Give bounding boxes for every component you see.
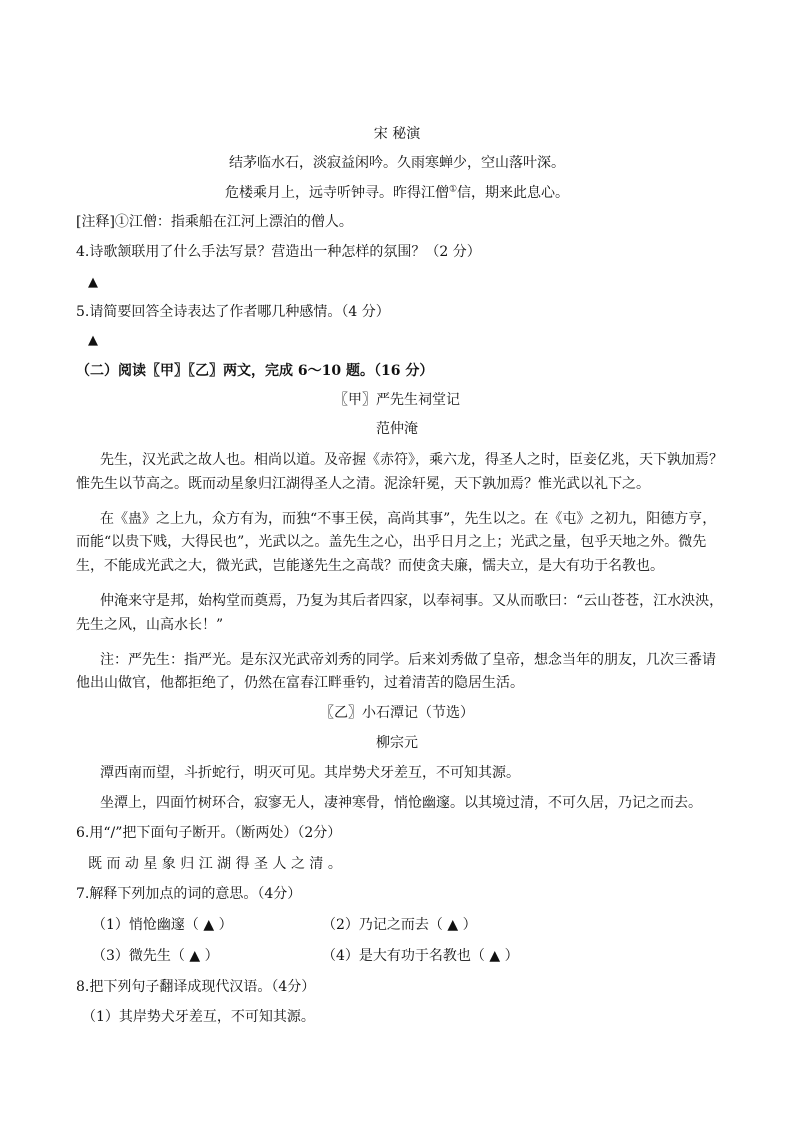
passage-jia-note-line1: 注：严先生：指严光。是东汉光武帝刘秀的同学。后来刘秀做了皇帝，想念当年的朋友，几次三番请 (100, 652, 716, 668)
passage-yi-p2: 坐潭上，四面竹树环合，寂寥无人，凄神寒骨，悄怆幽邃。以其境过清，不可久居，乃记之而去。 (100, 795, 702, 811)
question-7-item-4: （4）是大有功于名教也（ ▲ ） (322, 948, 519, 964)
question-6: 6.用“/”把下面句子断开。（断两处）（2分） (76, 825, 342, 841)
poem-line-1: 结茅临水石，淡寂益闲吟。久雨寒蝉少，空山落叶深。 (229, 155, 565, 171)
poem-author: 宋 秘演 (373, 126, 421, 142)
question-4: 4.诗歌颔联用了什么手法写景？营造出一种怎样的氛围？（2 分） (76, 244, 481, 260)
passage-jia-note-line2: 他出山做官，他都拒绝了，仍然在富春江畔垂钓，过着清苦的隐居生活。 (76, 675, 524, 691)
question-6-sentence: 既 而 动 星 象 归 江 湖 得 圣 人 之 清 。 (88, 856, 342, 872)
answer-mark-4: ▲ (88, 275, 98, 290)
passage-jia-p1-line2: 惟先生以节高之。既而动星象归江湖得圣人之清。泥涂轩冕，天下孰加焉？惟光武以礼下之。 (76, 476, 650, 492)
question-8-item-1: （1）其岸势犬牙差互，不可知其源。 (82, 1009, 315, 1025)
passage-jia-title: 〖甲〗严先生祠堂记 (334, 392, 460, 408)
answer-mark-5: ▲ (88, 333, 98, 348)
question-7-item-1: （1）悄怆幽邃（ ▲ ） (92, 917, 233, 933)
poem-line-2-part-a: 危楼乘月上，远寺听钟寻。昨得江僧 (224, 185, 449, 201)
passage-jia-p2-line3: 生，不能成光武之大，微光武，岂能遂先生之高哉？而使贪夫廉，懦夫立，是大有功于名教也。 (76, 558, 664, 574)
passage-jia-p3-line1: 仲淹来守是邦，始构堂而奠焉，乃复为其后者四家，以奉祠事。又从而歌曰：“云山苍苍，江水泱泱， (100, 593, 724, 609)
passage-jia-p3-line2: 先生之风，山高水长！” (76, 617, 224, 633)
question-7-item-2: （2）乃记之而去（ ▲ ） (322, 917, 477, 933)
passage-yi-p1: 潭西南而望，斗折蛇行，明灭可见。其岸势犬牙差互，不可知其源。 (100, 765, 520, 781)
poem-line-2-part-b: 信，期来此息心。 (457, 185, 570, 201)
question-7-item-3: （3）微先生（ ▲ ） (92, 948, 219, 964)
passage-jia-author: 范仲淹 (376, 421, 418, 437)
passage-jia-p2-line1: 在《蛊》之上九，众方有为，而独“不事王侯，高尚其事”，先生以之。在《屯》之初九，阳德方亨， (100, 511, 717, 527)
question-7: 7.解释下列加点的词的意思。（4分） (76, 886, 302, 902)
passage-yi-author: 柳宗元 (376, 735, 418, 751)
passage-jia-p2-line2: 而能“以贵下贱，大得民也”，光武以之。盖先生之心，出乎日月之上；光武之量，包乎天地之外。微先 (76, 534, 707, 550)
question-8: 8.把下列句子翻译成现代汉语。（4分） (76, 979, 316, 995)
poem-annotation: [注释]①江僧：指乘船在江河上漂泊的僧人。 (76, 214, 353, 230)
poem-line-2 (0, 183, 794, 203)
question-5: 5.请简要回答全诗表达了作者哪几种感情。（4 分） (76, 304, 390, 320)
passage-yi-title: 〖乙〗小石潭记（节选） (320, 705, 474, 721)
passage-jia-p1-line1: 先生，汉光武之故人也。相尚以道。及帝握《赤符》，乘六龙，得圣人之时，臣妾亿兆，天下孰加焉？ (100, 452, 723, 468)
section-2-heading: （二）阅读〖甲〗〖乙〗两文，完成 6～10 题。（16 分） (76, 363, 434, 379)
footnote-mark: ① (448, 184, 458, 195)
